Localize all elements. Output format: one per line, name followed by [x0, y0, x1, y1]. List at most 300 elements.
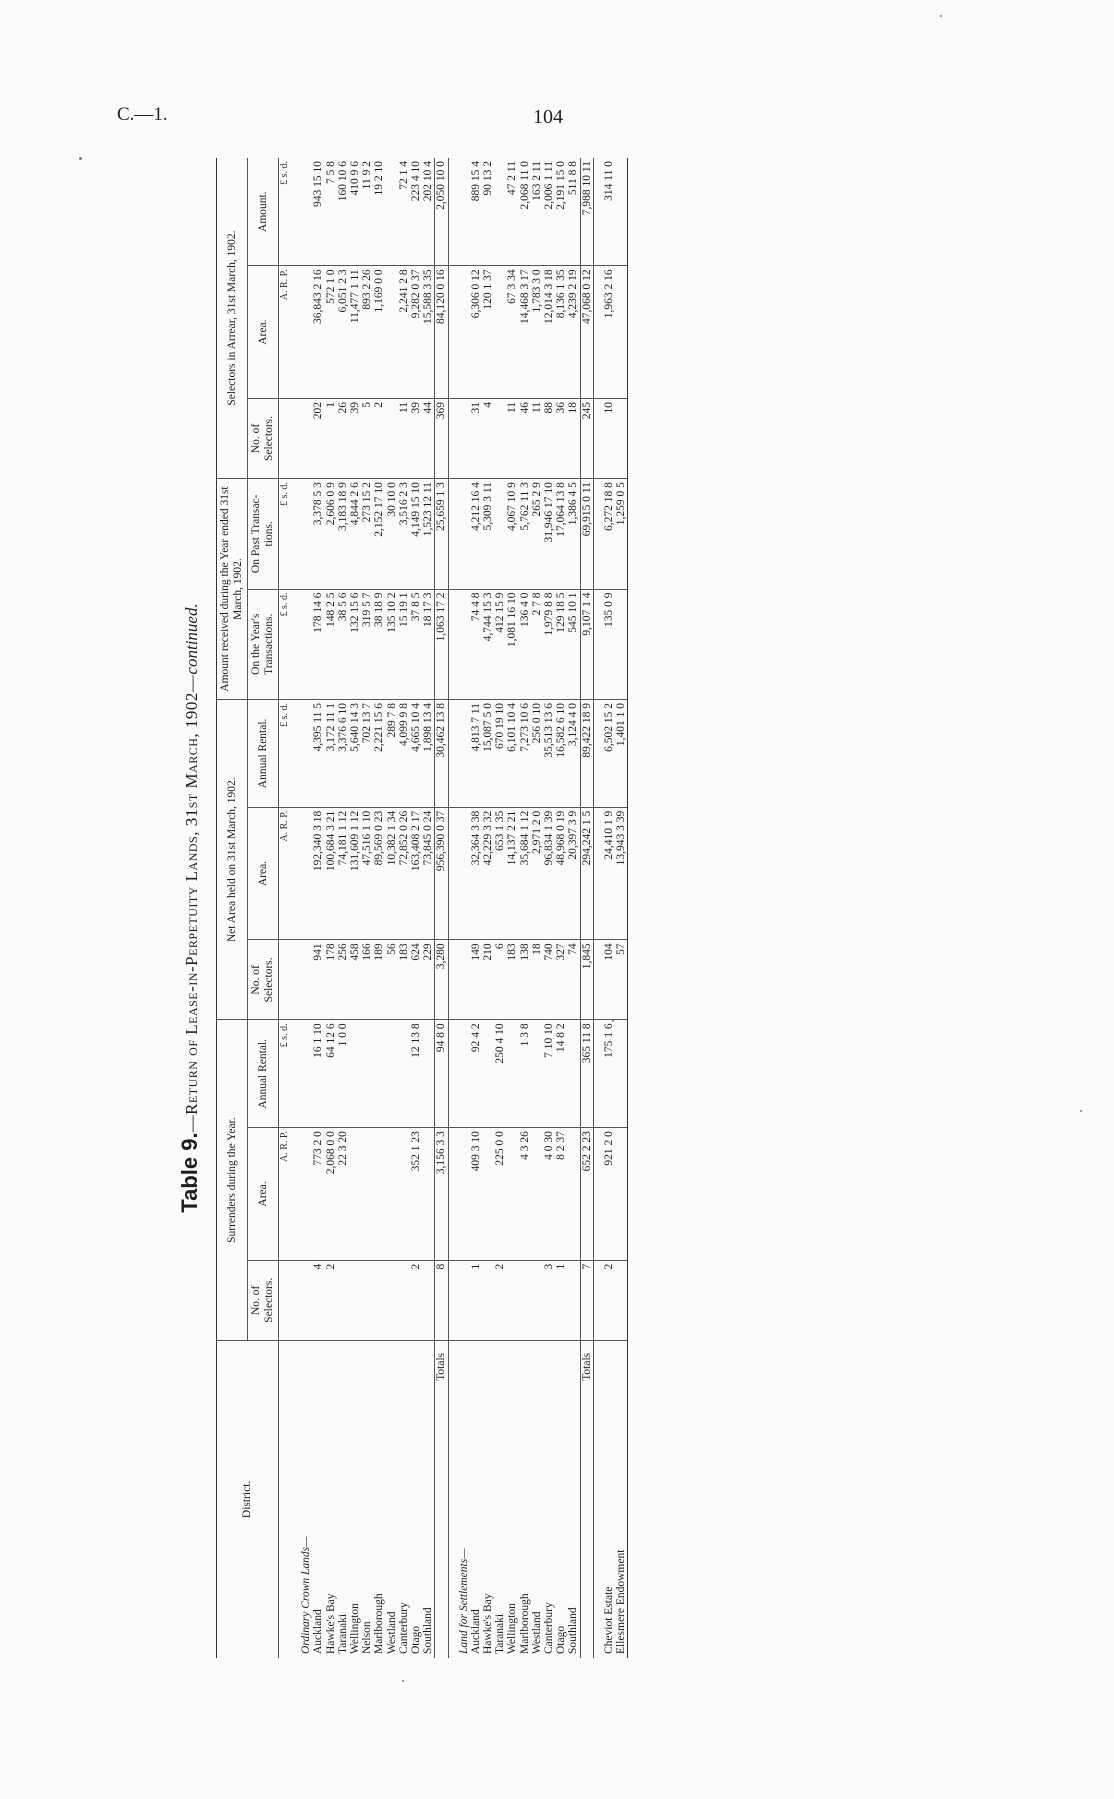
cell-a-amt: 7,988 10 11	[580, 158, 593, 266]
cell-n-area: 14,137 2 21	[506, 807, 518, 940]
cell-y-amt: 18 17 3	[422, 589, 435, 699]
cell-a-area: 1,963 2 16	[603, 266, 615, 399]
cell-n-rent: 3,376 6 10	[337, 700, 349, 808]
cell-a-no: 5	[361, 398, 373, 478]
table-title	[170, 158, 210, 1658]
district-cell	[435, 1340, 448, 1658]
district-cell	[615, 1340, 628, 1658]
totals-row	[580, 158, 593, 1658]
cell-s-no	[531, 1260, 543, 1340]
table-row	[349, 158, 361, 1658]
table-row	[615, 158, 628, 1658]
district-cell	[531, 1340, 543, 1658]
cell-p-amt: 2,152 17 10	[373, 479, 385, 589]
spacer-cell	[593, 700, 603, 808]
cell-s-area: 4 3 26	[519, 1128, 531, 1261]
cell-p-amt: 4,067 10 9	[506, 479, 518, 589]
empty-cell	[458, 266, 470, 399]
header-arrears: Selectors in Arrear, 31st March, 1902.	[217, 158, 248, 479]
page-number: 104	[533, 106, 563, 128]
cell-n-no: 3,280	[435, 940, 448, 1020]
district-label: Auckland	[312, 1609, 325, 1654]
cell-s-rent: 175 1 6	[603, 1020, 615, 1128]
empty-cell	[458, 398, 470, 478]
cell-n-no: 229	[422, 940, 435, 1020]
district-label: Canterbury	[543, 1602, 556, 1654]
cell-s-no: 2	[603, 1260, 615, 1340]
cell-a-area	[386, 266, 398, 399]
cell-s-rent: 92 4 2	[470, 1020, 482, 1128]
cell-n-no: 166	[361, 940, 373, 1020]
cell-s-area	[482, 1128, 494, 1261]
table-row	[422, 158, 435, 1658]
spacer-cell	[448, 398, 458, 478]
section-heading: Ordinary Crown Lands—	[300, 1536, 313, 1654]
cell-n-no: 740	[543, 940, 555, 1020]
cell-s-no: 2	[494, 1260, 506, 1340]
cell-s-rent	[531, 1020, 543, 1128]
cell-y-amt: 129 18 5	[555, 589, 567, 699]
unit-money: £ s. d.	[279, 1020, 292, 1128]
cell-a-no: 31	[470, 398, 482, 478]
spacer-cell	[593, 1020, 603, 1128]
header-arrears-amount: Amount.	[248, 158, 279, 266]
cell-s-area: 409 3 10	[470, 1128, 482, 1261]
cell-a-no: 11	[506, 398, 518, 478]
cell-n-no: 74	[567, 940, 580, 1020]
table-row	[519, 158, 531, 1658]
empty-cell	[300, 589, 312, 699]
cell-a-area: 1,783 3 0	[531, 266, 543, 399]
cell-n-rent: 2,221 15 6	[373, 700, 385, 808]
cell-a-area: 120 1 37	[482, 266, 494, 399]
cell-s-area	[361, 1128, 373, 1261]
cell-s-rent	[506, 1020, 518, 1128]
cell-s-area: 8 2 37	[555, 1128, 567, 1261]
table-body	[279, 158, 628, 1658]
cell-s-rent: 64 12 6	[325, 1020, 337, 1128]
cell-n-rent: 5,640 14 3	[349, 700, 361, 808]
cell-a-amt: 19 2 10	[373, 158, 385, 266]
cell-s-area	[567, 1128, 580, 1261]
cell-p-amt: 1,386 4 5	[567, 479, 580, 589]
empty-cell	[300, 700, 312, 808]
cell-n-area: 35,684 1 12	[519, 807, 531, 940]
cell-s-no: 2	[325, 1260, 337, 1340]
cell-s-rent: 1 0 0	[337, 1020, 349, 1128]
cell-n-area: 100,684 3 21	[325, 807, 337, 940]
cell-n-rent: 4,395 11 5	[312, 700, 324, 808]
cell-n-rent: 1,401 1 0	[615, 700, 628, 808]
cell-n-no: 210	[482, 940, 494, 1020]
unit-area: A. R. P.	[279, 807, 292, 940]
district-cell	[337, 1340, 349, 1658]
district-label: Marlborough	[518, 1593, 531, 1654]
cell-n-no: 189	[373, 940, 385, 1020]
district-label: Otago	[410, 1625, 423, 1654]
cell-n-no: 178	[325, 940, 337, 1020]
section-heading-row	[458, 158, 470, 1658]
speck	[402, 1680, 404, 1682]
cell-a-amt: 2,068 11 0	[519, 158, 531, 266]
cell-y-amt: 2 7 8	[531, 589, 543, 699]
spacer-cell	[291, 398, 300, 478]
district-label: Southland	[422, 1607, 435, 1654]
cell-n-rent: 256 0 10	[531, 700, 543, 808]
table-row	[506, 158, 518, 1658]
cell-a-area	[615, 266, 628, 399]
cell-s-rent	[361, 1020, 373, 1128]
cell-a-amt: 11 9 2	[361, 158, 373, 266]
cell-s-area	[506, 1128, 518, 1261]
units-row	[279, 158, 292, 1658]
cell-p-amt: 4,212 16 4	[470, 479, 482, 589]
spacer-cell	[291, 807, 300, 940]
cell-s-area: 22 3 20	[337, 1128, 349, 1261]
empty-cell	[458, 700, 470, 808]
cell-p-amt: 2,606 0 9	[325, 479, 337, 589]
empty-cell	[300, 158, 312, 266]
district-cell	[422, 1340, 435, 1658]
district-cell	[386, 1340, 398, 1658]
table-row	[555, 158, 567, 1658]
cell-s-area	[398, 1128, 410, 1261]
unit-money: £ s. d.	[279, 158, 292, 266]
table-row	[398, 158, 410, 1658]
spacer-row	[448, 158, 458, 1658]
district-cell	[361, 1340, 373, 1658]
cell-n-no: 458	[349, 940, 361, 1020]
cell-p-amt: 4,149 15 10	[410, 479, 422, 589]
spacer-cell	[291, 1340, 300, 1658]
cell-s-no	[422, 1260, 435, 1340]
cell-y-amt: 148 2 5	[325, 589, 337, 699]
lease-in-perpetuity-table	[216, 158, 628, 1658]
district-label: Auckland	[469, 1609, 482, 1654]
spacer-cell	[593, 807, 603, 940]
cell-a-no	[615, 398, 628, 478]
district-label: Wellington	[506, 1603, 519, 1654]
table-row	[410, 158, 422, 1658]
rotated-table-block	[170, 158, 910, 1658]
cell-n-rent: 89,422 18 9	[580, 700, 593, 808]
cell-a-area: 1,169 0 0	[373, 266, 385, 399]
cell-n-rent: 702 13 7	[361, 700, 373, 808]
cell-y-amt: 1,979 8 8	[543, 589, 555, 699]
cell-y-amt: 545 10 1	[567, 589, 580, 699]
cell-s-no: 8	[435, 1260, 448, 1340]
cell-n-rent: 1,898 13 4	[422, 700, 435, 808]
cell-n-no: 256	[337, 940, 349, 1020]
cell-y-amt: 135 10 2	[386, 589, 398, 699]
spacer-cell	[291, 1260, 300, 1340]
cell-s-area: 773 2 0	[312, 1128, 324, 1261]
cell-n-area: 294,242 1 5	[580, 807, 593, 940]
cell-a-area: 67 3 34	[506, 266, 518, 399]
spacer-cell	[448, 266, 458, 399]
table-row	[325, 158, 337, 1658]
cell-s-area	[422, 1128, 435, 1261]
district-label: Ellesmere Endowment	[615, 1549, 628, 1654]
cell-n-area: 74,181 1 12	[337, 807, 349, 940]
spacer-cell	[593, 479, 603, 589]
cell-s-rent: 94 8 0	[435, 1020, 448, 1128]
cell-a-area: 6,051 2 3	[337, 266, 349, 399]
cell-s-area: 652 2 23	[580, 1128, 593, 1261]
empty-cell	[458, 589, 470, 699]
cell-a-no: 88	[543, 398, 555, 478]
cell-a-amt: 47 2 11	[506, 158, 518, 266]
header-net-rental: Annual Rental.	[248, 700, 279, 808]
cell-a-no: 18	[567, 398, 580, 478]
cell-p-amt: 17,064 13 8	[555, 479, 567, 589]
speck	[79, 157, 82, 160]
unit-money: £ s. d.	[279, 479, 292, 589]
cell-y-amt: 136 4 0	[519, 589, 531, 699]
cell-a-amt: 2,191 15 0	[555, 158, 567, 266]
header-arrears-no: No. of Selectors.	[248, 398, 279, 478]
empty-cell	[300, 266, 312, 399]
cell-n-area: 89,569 0 23	[373, 807, 385, 940]
cell-s-rent: 7 10 10	[543, 1020, 555, 1128]
cell-s-area: 225 0 0	[494, 1128, 506, 1261]
cell-s-no	[567, 1260, 580, 1340]
cell-a-area: 8,136 1 35	[555, 266, 567, 399]
cell-s-rent: 12 13 8	[410, 1020, 422, 1128]
spacer-cell	[448, 940, 458, 1020]
cell-n-no: 1,845	[580, 940, 593, 1020]
cell-s-rent: 250 4 10	[494, 1020, 506, 1128]
cell-n-rent: 30,462 13 8	[435, 700, 448, 808]
cell-p-amt: 25,659 1 3	[435, 479, 448, 589]
empty-cell	[458, 1260, 470, 1340]
cell-y-amt: 1,063 17 2	[435, 589, 448, 699]
cell-s-area: 2,068 0 0	[325, 1128, 337, 1261]
district-label: Totals	[580, 1352, 593, 1381]
spacer-cell	[291, 700, 300, 808]
cell-y-amt: 38 5 6	[337, 589, 349, 699]
cell-n-no: 56	[386, 940, 398, 1020]
header-arrears-area: Area.	[248, 266, 279, 399]
table-row	[482, 158, 494, 1658]
cell-s-rent: 1 3 8	[519, 1020, 531, 1128]
district-label: Taranaki	[494, 1613, 507, 1654]
table-row	[337, 158, 349, 1658]
spacer-cell	[448, 700, 458, 808]
section-heading-row	[300, 158, 312, 1658]
empty-cell	[458, 479, 470, 589]
district-label: Westland	[530, 1611, 543, 1654]
empty-cell	[300, 1020, 312, 1128]
cell-s-area: 921 2 0	[603, 1128, 615, 1261]
cell-n-area: 192,340 3 18	[312, 807, 324, 940]
cell-a-amt: 314 11 0	[603, 158, 615, 266]
cell-a-no	[494, 398, 506, 478]
table-title-text: —Return of Lease-in-Perpetuity Lands, 31st March, 1902—	[182, 674, 201, 1133]
cell-a-amt: 2,006 1 11	[543, 158, 555, 266]
document-code: C.—1.	[117, 104, 168, 125]
cell-s-rent	[482, 1020, 494, 1128]
cell-s-no: 2	[410, 1260, 422, 1340]
district-label: Marlborough	[373, 1593, 386, 1654]
cell-a-area	[494, 266, 506, 399]
cell-a-no: 39	[349, 398, 361, 478]
unit-area: A. R. P.	[279, 266, 292, 399]
empty-cell	[300, 479, 312, 589]
cell-s-no	[615, 1260, 628, 1340]
cell-a-no: 2	[373, 398, 385, 478]
cell-a-amt: 160 10 6	[337, 158, 349, 266]
header-on-years: On the Year's Transactions.	[248, 589, 279, 699]
cell-n-no: 57	[615, 940, 628, 1020]
header-district: District.	[217, 1340, 279, 1658]
cell-a-no	[386, 398, 398, 478]
cell-y-amt: 1,081 16 10	[506, 589, 518, 699]
empty-cell	[300, 398, 312, 478]
table-title-continued: continued.	[182, 603, 201, 675]
cell-n-area: 47,516 1 10	[361, 807, 373, 940]
header-net-area: Net Area held on 31st March, 1902.	[217, 700, 248, 1020]
cell-a-area: 572 1 0	[325, 266, 337, 399]
cell-n-area: 24,410 1 9	[603, 807, 615, 940]
cell-s-no	[482, 1260, 494, 1340]
header-net-area-col: Area.	[248, 807, 279, 940]
cell-s-area	[615, 1128, 628, 1261]
spacer-cell	[448, 1128, 458, 1261]
spacer-cell	[593, 1128, 603, 1261]
table-row	[361, 158, 373, 1658]
empty-cell	[300, 940, 312, 1020]
cell-a-amt: 202 10 4	[422, 158, 435, 266]
cell-y-amt: 38 18 9	[373, 589, 385, 699]
cell-n-rent: 3,124 4 0	[567, 700, 580, 808]
spacer-cell	[291, 1128, 300, 1261]
cell-p-amt: 30 10 0	[386, 479, 398, 589]
cell-s-no	[519, 1260, 531, 1340]
cell-s-no	[386, 1260, 398, 1340]
header-surrenders: Surrenders during the Year.	[217, 1020, 248, 1340]
cell-s-no: 7	[580, 1260, 593, 1340]
cell-y-amt: 37 8 5	[410, 589, 422, 699]
spacer-cell	[291, 940, 300, 1020]
table-row	[470, 158, 482, 1658]
district-cell	[349, 1340, 361, 1658]
cell-n-rent: 7,273 10 6	[519, 700, 531, 808]
cell-s-no: 1	[555, 1260, 567, 1340]
cell-s-area	[373, 1128, 385, 1261]
district-cell	[325, 1340, 337, 1658]
district-label: Canterbury	[397, 1602, 410, 1654]
cell-p-amt: 273 15 2	[361, 479, 373, 589]
cell-p-amt: 265 2 9	[531, 479, 543, 589]
cell-y-amt: 135 0 9	[603, 589, 615, 699]
cell-s-no	[361, 1260, 373, 1340]
cell-s-area	[386, 1128, 398, 1261]
cell-n-area: 653 1 35	[494, 807, 506, 940]
cell-a-amt: 511 8 8	[567, 158, 580, 266]
spacer-cell	[291, 158, 300, 266]
spacer-cell	[448, 158, 458, 266]
table-row	[373, 158, 385, 1658]
district-cell	[580, 1340, 593, 1658]
spacer-cell	[593, 158, 603, 266]
cell-n-area: 42,229 3 32	[482, 807, 494, 940]
unit-money: £ s. d.	[279, 589, 292, 699]
cell-a-no: 36	[555, 398, 567, 478]
spacer-cell	[291, 589, 300, 699]
empty-cell	[300, 1260, 312, 1340]
cell-a-no: 11	[398, 398, 410, 478]
cell-n-no: 183	[398, 940, 410, 1020]
cell-a-amt: 943 15 10	[312, 158, 324, 266]
cell-s-rent: 365 11 8	[580, 1020, 593, 1128]
district-cell	[482, 1340, 494, 1658]
cell-s-no: 3	[543, 1260, 555, 1340]
cell-a-amt: 72 1 4	[398, 158, 410, 266]
cell-n-area: 13,943 3 39	[615, 807, 628, 940]
spacer-cell	[593, 1340, 603, 1658]
district-cell	[373, 1340, 385, 1658]
district-cell	[506, 1340, 518, 1658]
district-label: Totals	[435, 1352, 448, 1381]
cell-a-amt	[615, 158, 628, 266]
cell-s-area: 4 0 30	[543, 1128, 555, 1261]
spacer-cell	[593, 398, 603, 478]
cell-n-rent: 4,813 7 11	[470, 700, 482, 808]
spacer-cell	[593, 589, 603, 699]
table-row	[543, 158, 555, 1658]
cell-n-area: 10,382 1 34	[386, 807, 398, 940]
cell-a-no: 46	[519, 398, 531, 478]
header-surrenders-rental: Annual Rental.	[248, 1020, 279, 1128]
cell-a-amt: 223 4 10	[410, 158, 422, 266]
cell-p-amt: 5,762 11 3	[519, 479, 531, 589]
cell-y-amt: 9,107 1 4	[580, 589, 593, 699]
header-amount-received: Amount received during the Year ended 31st March, 1902.	[217, 479, 248, 700]
cell-a-area: 11,477 1 11	[349, 266, 361, 399]
cell-p-amt: 1,523 12 11	[422, 479, 435, 589]
cell-s-rent	[349, 1020, 361, 1128]
cell-n-area: 20,397 3 9	[567, 807, 580, 940]
page-header	[0, 0, 1114, 160]
district-cell	[470, 1340, 482, 1658]
cell-a-amt: 90 13 2	[482, 158, 494, 266]
cell-s-area: 3,156 3 3	[435, 1128, 448, 1261]
cell-n-area: 2,971 2 0	[531, 807, 543, 940]
cell-n-no: 149	[470, 940, 482, 1020]
cell-a-no: 26	[337, 398, 349, 478]
cell-a-no: 10	[603, 398, 615, 478]
cell-n-rent: 15,087 5 0	[482, 700, 494, 808]
cell-n-rent: 6,502 15 2	[603, 700, 615, 808]
cell-s-area	[349, 1128, 361, 1261]
district-cell	[398, 1340, 410, 1658]
empty-cell	[458, 940, 470, 1020]
cell-a-amt: 7 5 8	[325, 158, 337, 266]
spacer-cell	[448, 589, 458, 699]
cell-a-area: 893 2 26	[361, 266, 373, 399]
spacer-cell	[593, 266, 603, 399]
cell-y-amt: 4,744 15 3	[482, 589, 494, 699]
cell-p-amt: 1,259 0 5	[615, 479, 628, 589]
unit-money: £ s. d.	[279, 700, 292, 808]
section-heading: Land for Settlements—	[457, 1548, 470, 1654]
empty-cell	[300, 1128, 312, 1261]
cell-p-amt: 4,844 2 6	[349, 479, 361, 589]
district-label: Wellington	[349, 1603, 362, 1654]
cell-y-amt: 319 5 7	[361, 589, 373, 699]
unit-area: A. R. P.	[279, 1128, 292, 1261]
